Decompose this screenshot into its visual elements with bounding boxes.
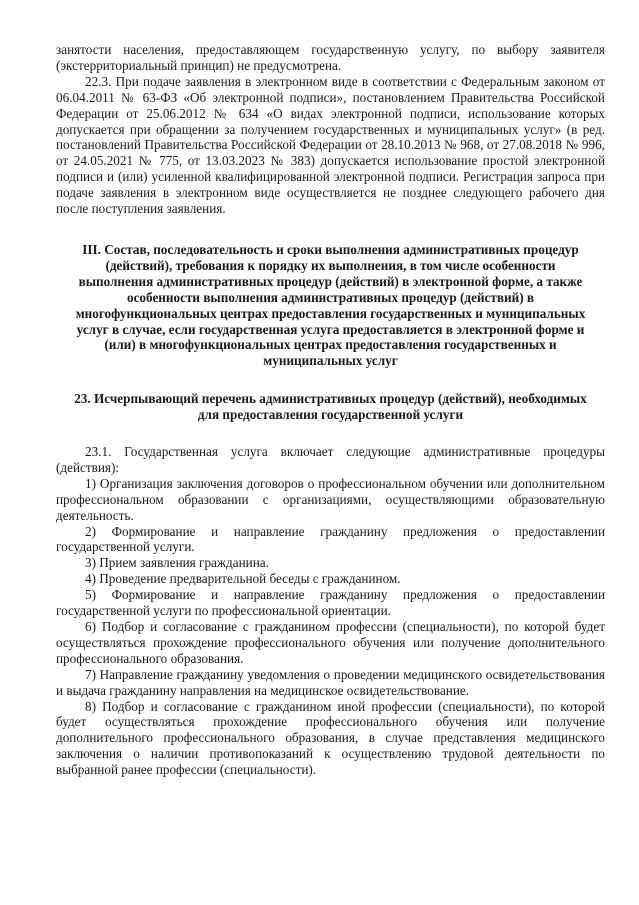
section-heading-iii: III. Состав, последовательность и сроки выполнения административных процедур (действий), требования к порядку их выполнения, в том числе особенности выполнения административных процедур (действий) в электронной форме, а также особенности выполнения административных процедур (действий) в многофункциональных центрах предоставления государственных и муниципальных услуг в случае, если государственная услуга предоставляется в электронной форме и (или) в многофункциональных центрах предоставления государственных и муниципальных услуг bbox=[75, 241, 586, 369]
list-item: 6) Подбор и согласование с гражданином профессии (специальности), по которой будет осуществляться прохождение профессионального обучения или получение дополнительного профессионального образования. bbox=[56, 619, 605, 666]
list-item: 3) Прием заявления гражданина. bbox=[85, 555, 269, 571]
subsection-heading-23: 23. Исчерпывающий перечень административных процедур (действий), необходимых для предоставления государственной услуги bbox=[74, 391, 587, 423]
list-item: 4) Проведение предварительной беседы с гражданином. bbox=[85, 571, 401, 587]
paragraph-23-1: 23.1. Государственная услуга включает следующие административные процедуры (действия): bbox=[56, 444, 605, 475]
paragraph-22-3: 22.3. При подаче заявления в электронном виде в соответствии с Федеральным законом от 06.04.2011 № 63-ФЗ «Об электронной подписи», постановлением Правительства Российской Федерации от 25.06.2012 № 634 «О видах электронной подписи, использование которых допускается при обращении за получением государственных и муниципальных услуг» (в ред. постановлений Правительства Российской Федерации от 28.10.2013 № 968, от 27.08.2018 № 996, от 24.05.2021 № 775, от 13.03.2023 № 383) допускается использование простой электронной подписи и (или) усиленной квалифицированной электронной подписи. Регистрация запроса при подаче заявления в электронном виде осуществляется не позднее следующего рабочего дня после поступления заявления. bbox=[56, 73, 605, 217]
list-item: 7) Направление гражданину уведомления о проведении медицинского освидетельствования и выдача гражданину направления на медицинское освидетельствование. bbox=[56, 666, 605, 698]
paragraph-continuation: занятости населения, предоставляющем государственную услугу, по выбору заявителя (экстерриториальный принцип) не предусмотрена. bbox=[56, 42, 605, 73]
list-item: 8) Подбор и согласование с гражданином иной профессии (специальности), по которой будет осуществляться прохождение профессионального обучения или получение дополнительного профессионального образования, в случае представления медицинского заключения о наличии противопоказаний к осуществлению трудовой деятельности по выбранной ранее профессии (специальности). bbox=[56, 698, 605, 778]
list-item: 1) Организация заключения договоров о профессиональном обучении или дополнительном профессиональном образовании с организациями, осуществляющими образовательную деятельность. bbox=[56, 475, 605, 523]
list-item: 2) Формирование и направление гражданину предложения о предоставлении государственной услуги. bbox=[56, 523, 605, 555]
list-item: 5) Формирование и направление гражданину предложения о предоставлении государственной услуги по профессиональной ориентации. bbox=[56, 587, 605, 619]
